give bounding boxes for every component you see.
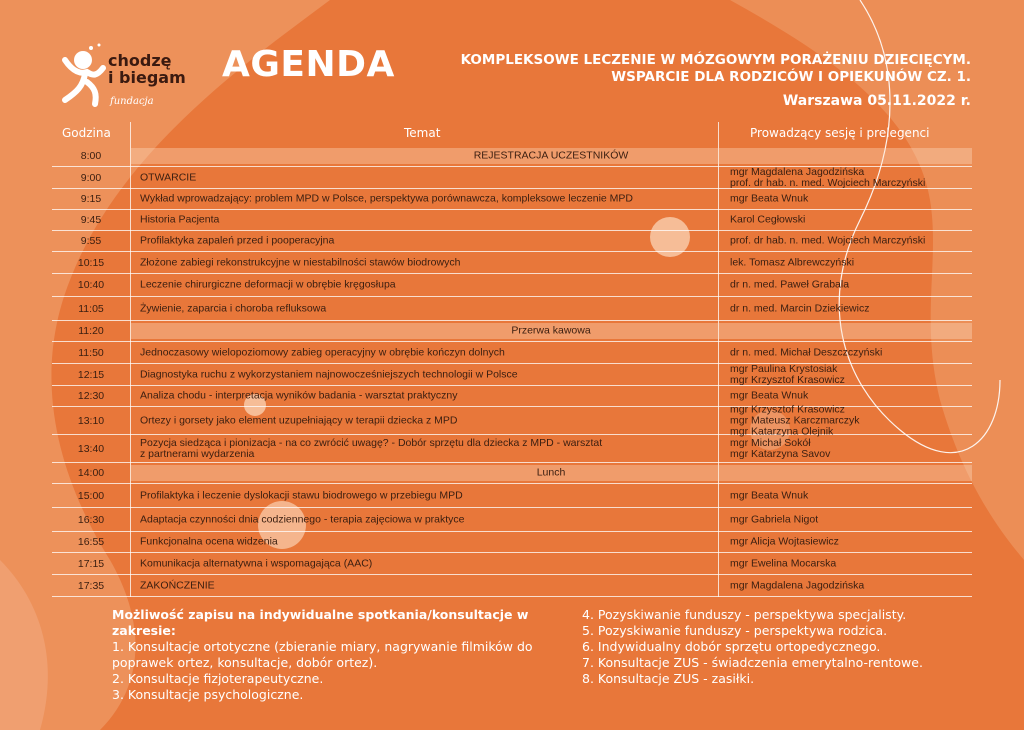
row-speaker: dr n. med. Marcin Dziekiewicz bbox=[730, 302, 870, 314]
table-row bbox=[52, 553, 972, 575]
row-time: 16:55 bbox=[77, 536, 105, 548]
table-row bbox=[52, 252, 972, 274]
row-speaker: dr n. med. Paweł Grabala bbox=[730, 278, 850, 291]
row-time: 12:30 bbox=[77, 390, 105, 402]
logo-text bbox=[108, 52, 186, 86]
row-time: 9:55 bbox=[80, 235, 102, 247]
table-row bbox=[52, 342, 972, 364]
row-topic: Ortezy i gorsety jako element uzupełniający w terapii dziecka z MPD bbox=[140, 414, 458, 426]
table-row bbox=[52, 231, 972, 252]
row-time: 13:40 bbox=[77, 442, 105, 455]
row-speaker: mgr Michał Sokół mgr Katarzyna Savov bbox=[730, 436, 831, 460]
row-topic: Historia Pacjenta bbox=[140, 213, 220, 226]
table-row bbox=[52, 274, 972, 297]
consultation-item: 4. Pozyskiwanie funduszy - perspektywa specjalisty. bbox=[582, 607, 907, 622]
table-row bbox=[52, 167, 972, 189]
row-time: 13:10 bbox=[77, 414, 105, 427]
consultations-right bbox=[582, 607, 962, 687]
header-speaker: Prowadzący sesję i prelegenci bbox=[750, 126, 930, 140]
event-title-line1: KOMPLEKSOWE LECZENIE W MÓZGOWYM PORAŻENIU DZIECIĘCYM. bbox=[460, 52, 971, 68]
row-time: 16:30 bbox=[77, 513, 105, 526]
table-row bbox=[52, 435, 972, 463]
table-row bbox=[52, 532, 972, 553]
row-topic: Komunikacja alternatywna i wspomagająca (AAC) bbox=[140, 557, 373, 569]
row-topic: Żywienie, zaparcia i choroba refluksowa bbox=[140, 302, 327, 314]
row-topic: Leczenie chirurgiczne deformacji w obrębie kręgosłupa bbox=[140, 278, 396, 291]
row-time: 11:05 bbox=[78, 302, 104, 315]
row-topic: Pozycja siedząca i pionizacja - na co zwrócić uwagę? - Dobór sprzętu dla dziecka z MPD - warsztat z partnerami wydarzenia bbox=[140, 436, 603, 460]
row-time: 11:50 bbox=[78, 346, 104, 359]
table-row bbox=[52, 189, 972, 210]
header-time: Godzina bbox=[62, 126, 111, 140]
logo-line2: i biegam bbox=[108, 68, 186, 87]
row-speaker: mgr Magdalena Jagodzińska bbox=[730, 579, 865, 591]
row-speaker: mgr Beata Wnuk bbox=[730, 389, 809, 402]
row-time: 9:15 bbox=[80, 193, 102, 205]
row-speaker: mgr Paulina Krystosiak mgr Krzysztof Krasowicz bbox=[730, 362, 845, 386]
row-speaker: prof. dr hab. n. med. Wojciech Marczyński bbox=[730, 234, 926, 247]
header-topic: Temat bbox=[404, 126, 441, 140]
table-header bbox=[52, 122, 972, 146]
row-speaker: mgr Beata Wnuk bbox=[730, 489, 809, 501]
agenda-title: AGENDA bbox=[222, 44, 395, 85]
agenda-table bbox=[52, 122, 972, 597]
consultation-item: 8. Konsultacje ZUS - zasiłki. bbox=[582, 671, 755, 686]
row-speaker: mgr Krzysztof Krasowicz mgr Mateusz Karczmarczyk mgr Katarzyna Olejnik bbox=[730, 403, 860, 437]
event-title bbox=[461, 52, 971, 86]
table-row bbox=[52, 364, 972, 386]
table-row bbox=[52, 484, 972, 508]
consultations-title: Możliwość zapisu na indywidualne spotkania/konsultacje w zakresie: bbox=[112, 607, 529, 638]
consultation-item: 5. Pozyskiwanie funduszy - perspektywa rodzica. bbox=[582, 623, 888, 638]
row-speaker: Karol Cegłowski bbox=[730, 213, 806, 226]
row-topic: OTWARCIE bbox=[140, 171, 197, 183]
table-row bbox=[52, 575, 972, 597]
row-speaker: lek. Tomasz Albrewczyński bbox=[730, 256, 855, 268]
table-body bbox=[52, 146, 972, 597]
row-topic: Adaptacja czynności dnia codziennego - terapia zajęciowa w praktyce bbox=[140, 513, 465, 525]
row-speaker: dr n. med. Michał Deszczczyński bbox=[730, 346, 883, 358]
row-speaker: mgr Magdalena Jagodzińska prof. dr hab. n. med. Wojciech Marczyński bbox=[730, 165, 926, 189]
table-row bbox=[52, 210, 972, 231]
consultation-item: 6. Indywidualny dobór sprzętu ortopedycznego. bbox=[582, 639, 881, 654]
table-row bbox=[52, 508, 972, 532]
row-time: 14:00 bbox=[77, 467, 105, 479]
row-topic: Przerwa kawowa bbox=[511, 324, 591, 337]
row-time: 9:00 bbox=[80, 171, 102, 184]
consultation-item: 2. Konsultacje fizjoterapeutyczne. bbox=[112, 671, 324, 686]
event-title-line2: WSPARCIE DLA RODZICÓW I OPIEKUNÓW CZ. 1. bbox=[611, 69, 971, 85]
row-topic: ZAKOŃCZENIE bbox=[140, 579, 215, 591]
consultation-item: 7. Konsultacje ZUS - świadczenia emerytalno-rentowe. bbox=[582, 655, 923, 670]
row-time: 17:35 bbox=[77, 579, 105, 592]
event-date: Warszawa 05.11.2022 r. bbox=[782, 93, 971, 109]
table-row bbox=[52, 297, 972, 321]
consultation-item: 1. Konsultacje ortotyczne (zbieranie miary, nagrywanie filmików do poprawek ortez, konsultacje, dobór ortez). bbox=[112, 639, 533, 670]
row-topic: Profilaktyka i leczenie dyslokacji stawu biodrowego w przebiegu MPD bbox=[140, 489, 463, 501]
row-topic: REJESTRACJA UCZESTNIKÓW bbox=[473, 149, 629, 162]
table-row bbox=[52, 146, 972, 167]
table-row bbox=[52, 403, 972, 437]
consultation-item: 3. Konsultacje psychologiczne. bbox=[112, 687, 304, 702]
row-time: 12:15 bbox=[77, 368, 105, 381]
row-topic: Analiza chodu - interpretacja wyników badania - warsztat praktyczny bbox=[140, 389, 458, 402]
row-speaker: mgr Gabriela Nigot bbox=[730, 513, 819, 525]
row-time: 17:15 bbox=[77, 557, 105, 570]
table-row bbox=[52, 463, 972, 484]
row-time: 10:40 bbox=[77, 279, 105, 291]
row-topic: Profilaktyka zapaleń przed i pooperacyjna bbox=[140, 234, 335, 247]
row-speaker: mgr Alicja Wojtasiewicz bbox=[730, 535, 839, 548]
row-speaker: mgr Ewelina Mocarska bbox=[730, 557, 837, 569]
row-topic: Diagnostyka ruchu z wykorzystaniem najnowocześniejszych technologii w Polsce bbox=[140, 368, 518, 380]
row-topic: Lunch bbox=[536, 466, 566, 479]
row-topic: Złożone zabiegi rekonstrukcyjne w niestabilności stawów biodrowych bbox=[140, 256, 461, 268]
row-topic: Wykład wprowadzający: problem MPD w Polsce, perspektywa porównawcza, kompleksowe leczenie MPD bbox=[140, 192, 634, 205]
consultations-left bbox=[112, 607, 542, 703]
row-time: 11:20 bbox=[78, 325, 104, 337]
row-speaker: mgr Beata Wnuk bbox=[730, 192, 809, 205]
table-row bbox=[52, 321, 972, 342]
logo-subtitle: fundacja bbox=[110, 96, 154, 107]
row-time: 8:00 bbox=[80, 150, 102, 162]
row-time: 10:15 bbox=[77, 256, 105, 269]
row-topic: Funkcjonalna ocena widzenia bbox=[140, 535, 278, 548]
logo-line1: chodzę bbox=[108, 51, 172, 70]
row-time: 9:45 bbox=[80, 214, 102, 226]
row-time: 15:00 bbox=[77, 489, 105, 502]
row-topic: Jednoczasowy wielopoziomowy zabieg operacyjny w obrębie kończyn dolnych bbox=[140, 346, 505, 358]
